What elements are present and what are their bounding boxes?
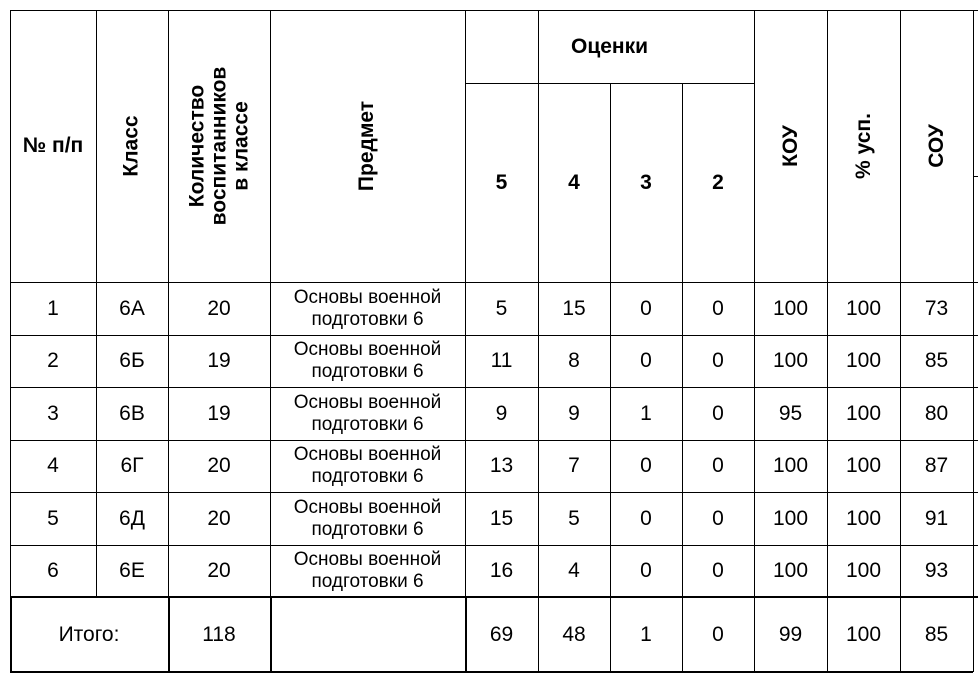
header-sou: СОУ [924,124,948,168]
subject-line-1: Основы военной [293,391,442,413]
cell-g3: 0 [640,349,652,372]
cell-g5: 16 [489,559,514,582]
header-count-line-2: воспитанников [207,66,231,226]
header-num: № п/п [22,134,84,157]
header-grade-3: 3 [640,171,652,194]
cell-subject [270,282,465,335]
cell-class: 6А [119,296,145,320]
subject-line-2: подготовки 6 [311,308,424,330]
cell-g5: 11 [490,349,513,372]
total-g3: 1 [640,622,652,646]
total-kou: 99 [778,622,803,646]
header-grades: Оценки [570,35,649,58]
cell-g2: 0 [712,559,724,582]
cell-sou: 73 [924,296,949,320]
total-g4: 48 [562,622,586,646]
cell-kou: 95 [778,401,803,425]
cell-subject [270,492,465,545]
cell-g3: 0 [640,506,652,530]
cell-sou: 93 [924,559,949,582]
subject-line-1: Основы военной [293,496,442,518]
cell-sou: 87 [924,454,949,477]
cell-num: 2 [47,349,59,372]
subject-line-2: подготовки 6 [311,361,424,382]
header-usp: % усп. [851,113,875,179]
cell-usp: 100 [845,454,882,477]
cell-g4: 15 [562,296,586,320]
cell-g5: 13 [489,454,514,477]
cell-g4: 9 [568,401,580,425]
cell-g5: 15 [489,506,514,530]
subject-line-2: подготовки 6 [311,571,424,592]
cell-g5: 5 [495,296,508,320]
grid-line [270,597,272,672]
cell-g2: 0 [712,401,724,425]
cell-g2: 0 [712,349,724,372]
header-subject: Предмет [355,100,379,192]
cell-kou: 100 [772,296,809,320]
header-count [168,10,270,282]
cell-g3: 0 [640,454,652,477]
header-kou: КОУ [778,125,802,167]
cell-g4: 5 [568,506,580,530]
cell-g5: 9 [495,401,508,425]
cell-sou: 80 [924,401,949,425]
subject-line-2: подготовки 6 [311,466,424,487]
cell-usp: 100 [845,401,882,425]
header-grade-2: 2 [712,171,724,194]
total-label: Итого: [58,622,120,646]
cell-count: 20 [207,454,231,477]
cell-g2: 0 [712,454,724,477]
subject-line-2: подготовки 6 [311,518,424,540]
cell-usp: 100 [845,559,882,582]
subject-line-1: Основы военной [293,286,442,308]
cell-g2: 0 [712,506,724,530]
cell-subject [270,440,465,492]
cell-count: 20 [207,506,231,530]
header-grade-4: 4 [568,171,580,194]
cell-usp: 100 [845,349,882,372]
subject-line-1: Основы военной [293,549,442,570]
total-usp: 100 [845,622,882,646]
cell-usp: 100 [845,296,882,320]
cell-class: 6Д [119,506,145,530]
header-count-line-3: в классе [229,101,253,191]
cell-sou: 85 [924,349,949,372]
cell-kou: 100 [772,349,809,372]
cell-num: 5 [47,506,59,530]
subject-line-2: подготовки 6 [311,413,424,435]
cell-usp: 100 [845,506,882,530]
total-g2: 0 [712,622,724,646]
total-count: 118 [202,622,236,646]
cell-g4: 4 [568,559,580,582]
header-grade-5: 5 [495,171,508,194]
cell-count: 20 [207,559,231,582]
cell-class: 6В [119,401,145,425]
cell-count: 20 [207,296,231,320]
total-g5: 69 [489,622,514,646]
cell-class: 6Г [120,454,144,477]
header-count-line-1: Количество [185,84,209,208]
subject-line-1: Основы военной [293,444,442,465]
cell-g4: 7 [568,454,580,477]
cell-class: 6Е [119,559,145,582]
cell-g3: 1 [640,401,652,425]
cell-num: 4 [47,454,59,477]
cell-count: 19 [207,401,231,425]
cell-num: 3 [47,401,59,425]
cell-kou: 100 [772,506,809,530]
cell-g4: 8 [568,349,580,372]
cell-subject [270,335,465,387]
cell-sou: 91 [924,506,949,530]
cell-num: 6 [47,559,59,582]
cell-count: 19 [207,349,231,372]
cell-kou: 100 [772,454,809,477]
cell-g3: 0 [640,296,652,320]
cell-num: 1 [47,296,59,320]
cell-class: 6Б [119,349,145,372]
cell-subject [270,545,465,597]
header-class: Класс [119,115,143,177]
cell-kou: 100 [772,559,809,582]
subject-line-1: Основы военной [293,339,442,360]
cell-subject [270,387,465,440]
cell-g2: 0 [712,296,724,320]
grid-line [973,10,974,672]
total-sou: 85 [924,622,949,646]
cell-g3: 0 [640,559,652,582]
